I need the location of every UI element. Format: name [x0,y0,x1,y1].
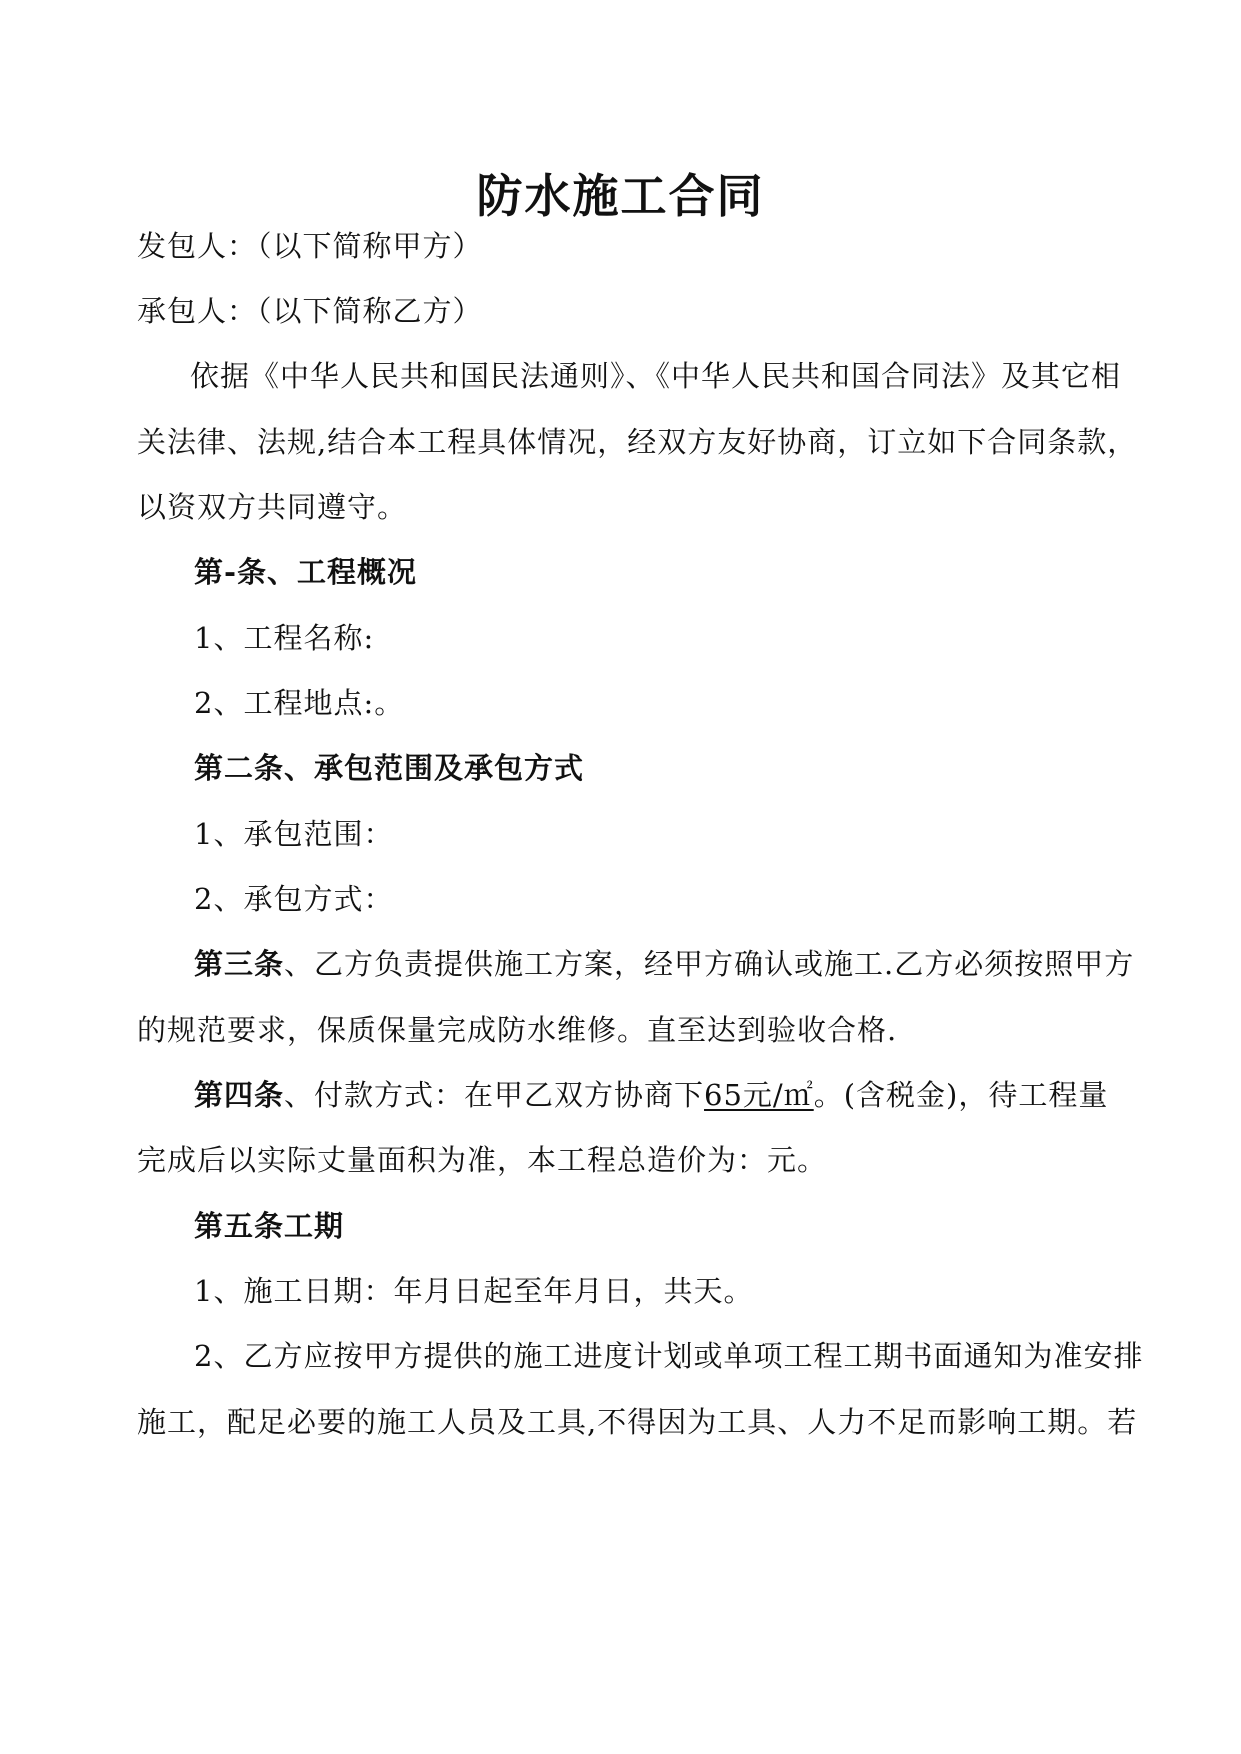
article-2-heading: 第二条、承包范围及承包方式 [194,751,585,785]
article-5-item-2-line-1: 2、乙方应按甲方提供的施工进度计划或单项工程工期书面通知为准安排 [194,1339,1144,1373]
article-5-item-2-line-2: 施工，配足必要的施工人员及工具,不得因为工具、人力不足而影响工期。若 [137,1405,1138,1439]
article-4-label: 第四条 [194,1078,285,1112]
employer-line: 发包人：（以下简称甲方） [137,229,483,263]
preamble-line-2: 关法律、法规,结合本工程具体情况，经双方友好协商，订立如下合同条款， [137,425,1138,459]
article-4-text-pre: 、付款方式：在甲乙双方协商下 [284,1078,705,1112]
article-3-text: 、乙方负责提供施工方案，经甲方确认或施工.乙方必须按照甲方 [284,947,1135,981]
preamble-line-3: 以资双方共同遵守。 [137,490,408,524]
article-5-item-1: 1、施工日期：年月日起至年月日，共天。 [194,1274,754,1308]
article-1-item-2: 2、工程地点:。 [194,686,405,720]
article-3-line-1 [194,944,1135,984]
article-4-line-2: 完成后以实际丈量面积为准，本工程总造价为：元。 [137,1143,828,1177]
document-title: 防水施工合同 [476,169,765,223]
article-3-label: 第三条 [194,947,285,981]
article-4-line-1 [194,1075,1127,1115]
article-5-heading: 第五条工期 [194,1209,345,1243]
article-3-line-2: 的规范要求，保质保量完成防水维修。直至达到验收合格. [137,1013,898,1047]
contractor-line: 承包人：（以下简称乙方） [137,294,483,328]
article-4-text-post: 。(含税金)，待工程量 [813,1078,1109,1112]
article-1-item-1: 1、工程名称: [194,621,375,655]
preamble-line-1: 依据《中华人民共和国民法通则》、《中华人民共和国合同法》及其它相 [190,359,1122,393]
article-4-price: 65元/㎡ [704,1078,814,1112]
article-2-item-2: 2、承包方式： [194,882,394,916]
article-2-item-1: 1、承包范围： [194,817,394,851]
article-1-heading: 第-条、工程概况 [194,555,418,589]
